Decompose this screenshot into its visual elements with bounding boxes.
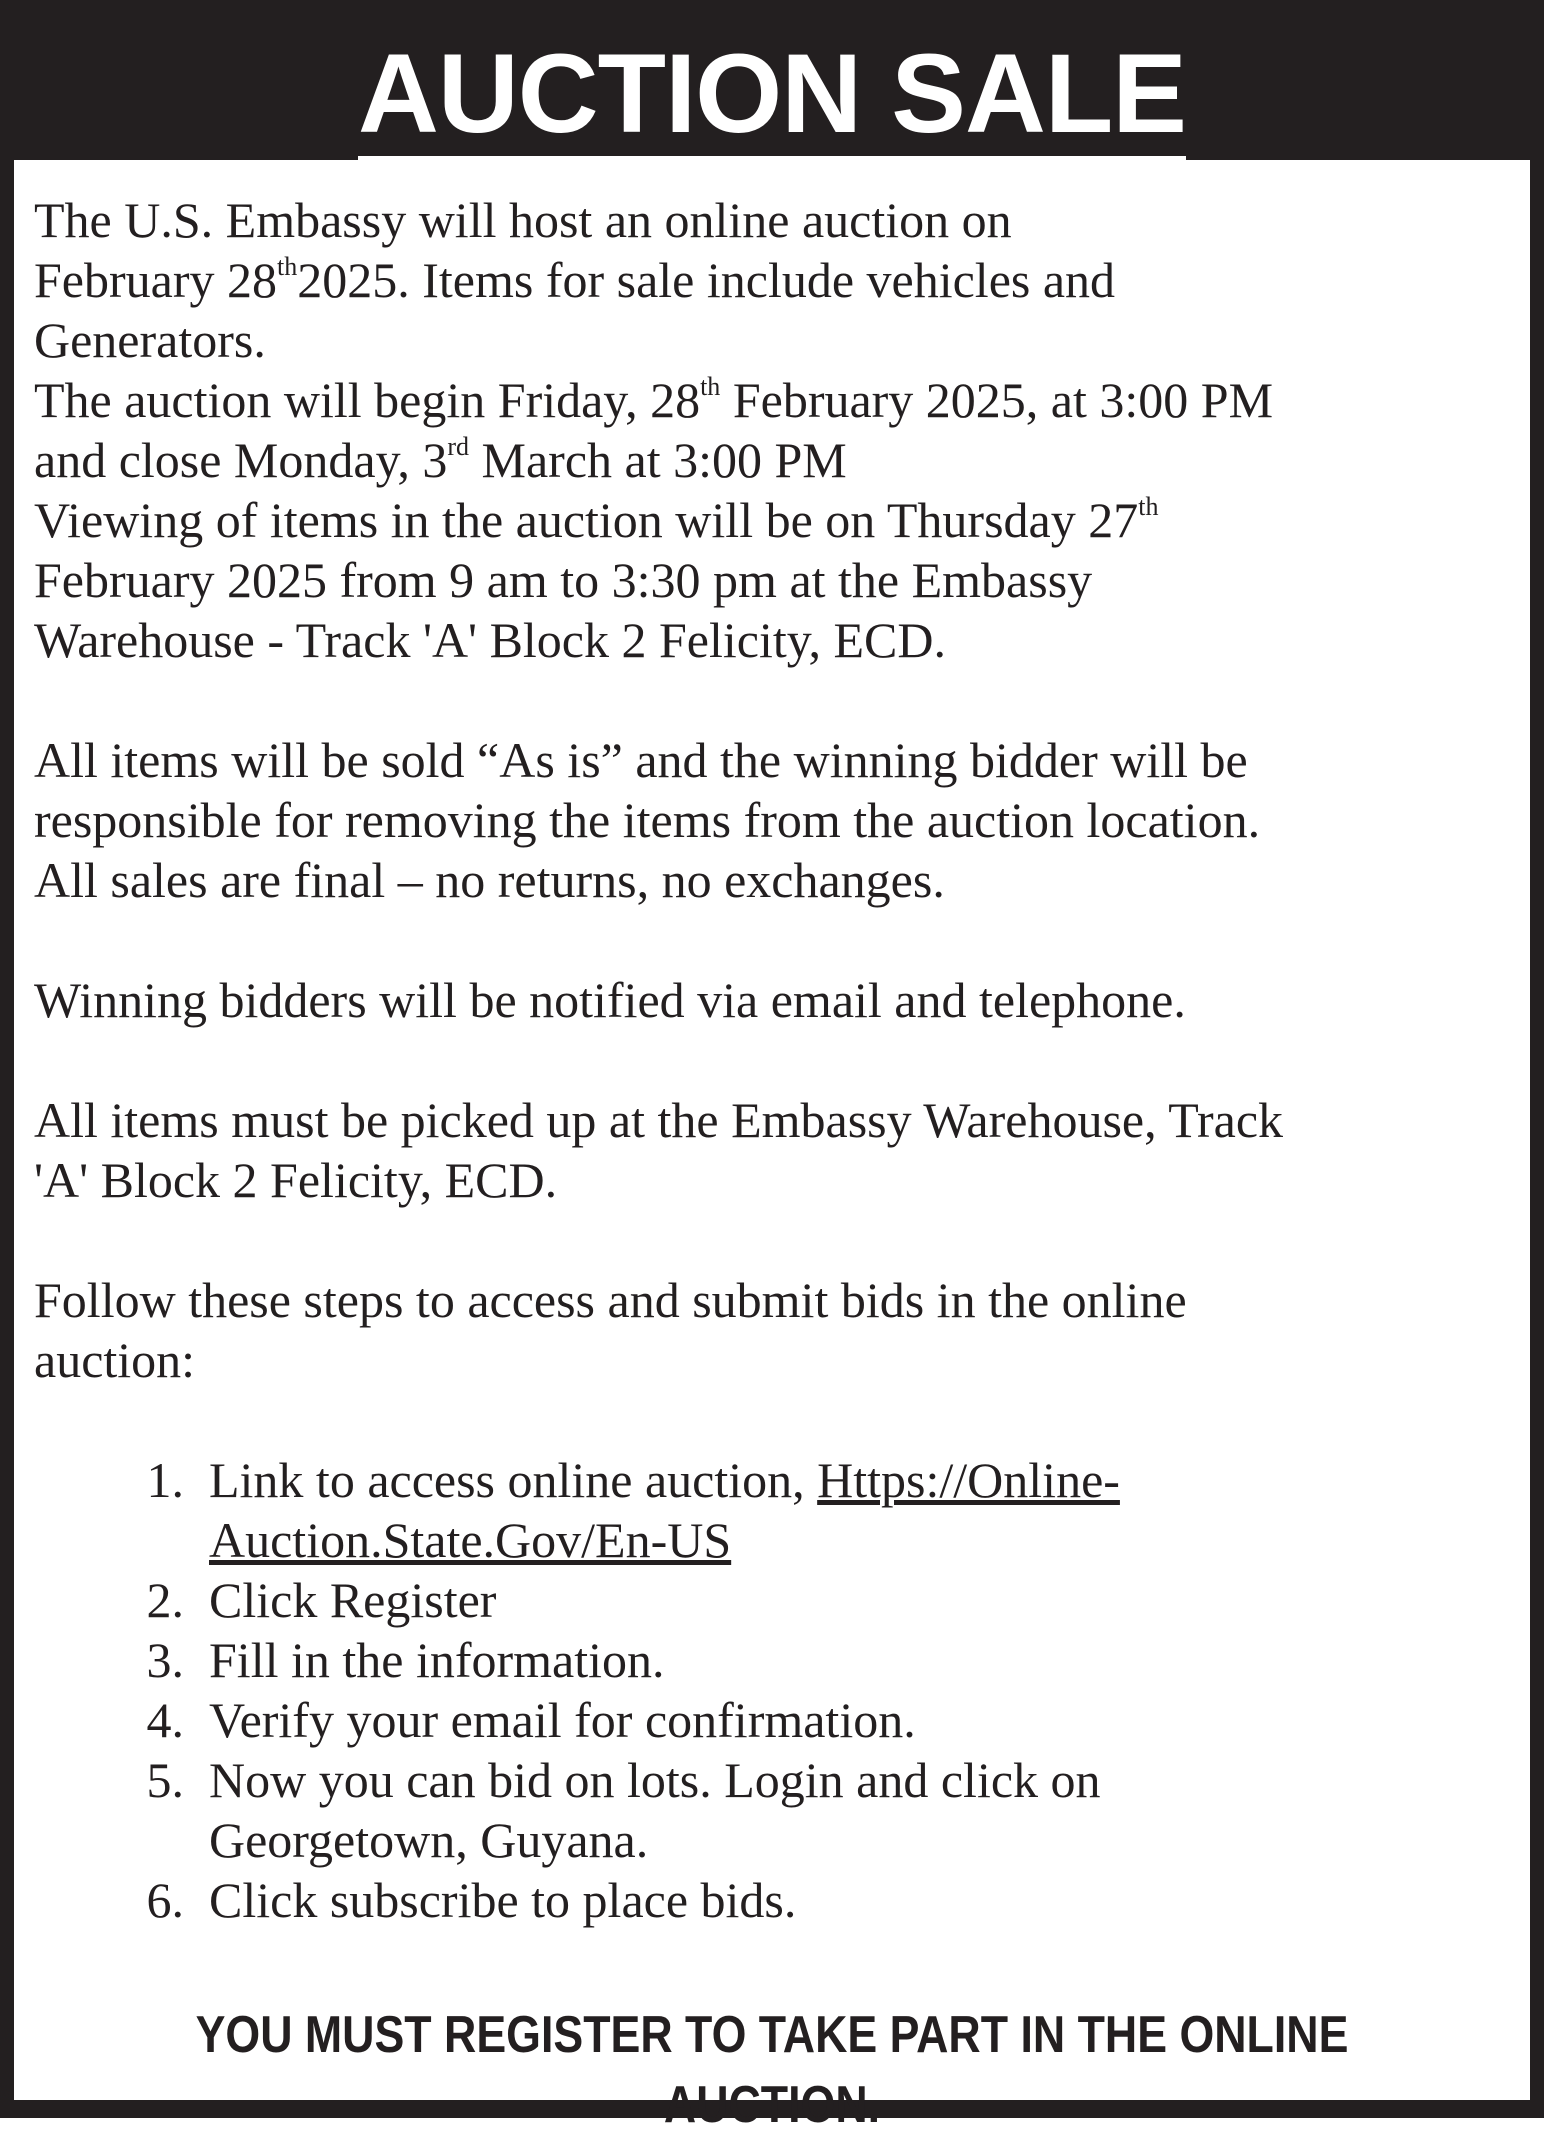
text-line — [34, 490, 1514, 550]
ordinal-suffix: th — [700, 372, 721, 401]
step-text — [209, 1750, 1269, 1870]
text-line: Winning bidders will be notified via email and telephone. — [34, 972, 1186, 1028]
ordinal-suffix: rd — [447, 432, 470, 461]
registration-notice: YOU MUST REGISTER TO TAKE PART IN THE ONLINE AUCTION. — [195, 2006, 1349, 2134]
text-line: Follow these steps to access and submit bids in the online — [34, 1272, 1187, 1328]
step-number: 3. — [146, 1632, 184, 1688]
notification-paragraph — [34, 970, 1514, 1030]
steps-intro-paragraph — [34, 1270, 1514, 1390]
text-span: March at 3:00 PM — [469, 432, 847, 488]
step-text: Click subscribe to place bids. — [209, 1872, 797, 1928]
text-span: Viewing of items in the auction will be on Thursday 27 — [34, 492, 1139, 548]
page-title: AUCTION SALE — [358, 38, 1186, 162]
list-item — [34, 1630, 1514, 1690]
text-line: responsible for removing the items from the auction location. — [34, 792, 1261, 848]
text-span: February 2025, at 3:00 PM — [720, 372, 1274, 428]
text-span: The auction will begin Friday, 28 — [34, 372, 701, 428]
list-item — [34, 1570, 1514, 1630]
step-text — [209, 1450, 1269, 1570]
ordinal-suffix: th — [1138, 492, 1159, 521]
text-line — [34, 370, 1514, 430]
text-span: and close Monday, 3 — [34, 432, 448, 488]
list-item — [34, 1450, 1514, 1570]
list-item — [34, 1750, 1514, 1870]
as-is-paragraph — [34, 730, 1514, 910]
text-line: 'A' Block 2 Felicity, ECD. — [34, 1152, 558, 1208]
pickup-paragraph — [34, 1090, 1514, 1210]
text-line — [34, 430, 1514, 490]
text-span: February 28 — [34, 252, 277, 308]
text-span: Warehouse - Track 'A' Block 2 Felicity, ECD. — [34, 612, 947, 668]
step-number: 1. — [146, 1452, 184, 1508]
step-number: 2. — [146, 1572, 184, 1628]
steps-list — [34, 1450, 1514, 1930]
text-line — [34, 550, 1514, 610]
notice-body — [14, 160, 1530, 2134]
link-text[interactable]: Auction.State.Gov/En-US — [209, 1512, 732, 1568]
text-span: Generators. — [34, 312, 266, 368]
text-line — [34, 190, 1514, 250]
text-span: February 2025 from 9 am to 3:30 pm at the Embassy — [34, 552, 1093, 608]
list-item — [34, 1870, 1514, 1930]
text-span: Link to access online auction, — [209, 1452, 818, 1508]
text-line — [34, 610, 1514, 670]
text-span: Georgetown, Guyana. — [209, 1812, 649, 1868]
step-number: 4. — [146, 1692, 184, 1748]
text-line — [34, 250, 1514, 310]
text-line: All items will be sold “As is” and the winning bidder will be — [34, 732, 1248, 788]
text-span: 2025. Items for sale include vehicles and — [297, 252, 1116, 308]
text-span: Now you can bid on lots. Login and click on — [209, 1752, 1101, 1808]
step-text: Fill in the information. — [209, 1632, 665, 1688]
text-line: All sales are final – no returns, no exchanges. — [34, 852, 945, 908]
step-number: 5. — [146, 1752, 184, 1808]
step-text: Verify your email for confirmation. — [209, 1692, 916, 1748]
text-line — [34, 310, 1514, 370]
step-number: 6. — [146, 1872, 184, 1928]
header-band — [0, 0, 1544, 160]
list-item — [34, 1690, 1514, 1750]
text-span: The U.S. Embassy will host an online auction on — [34, 192, 1012, 248]
intro-paragraph — [34, 190, 1514, 670]
step-text: Click Register — [209, 1572, 497, 1628]
text-line: All items must be picked up at the Embassy Warehouse, Track — [34, 1092, 1284, 1148]
text-line: auction: — [34, 1332, 196, 1388]
ordinal-suffix: th — [277, 252, 298, 281]
link-text[interactable]: Https://Online- — [817, 1452, 1120, 1508]
body-text — [34, 190, 1514, 1930]
